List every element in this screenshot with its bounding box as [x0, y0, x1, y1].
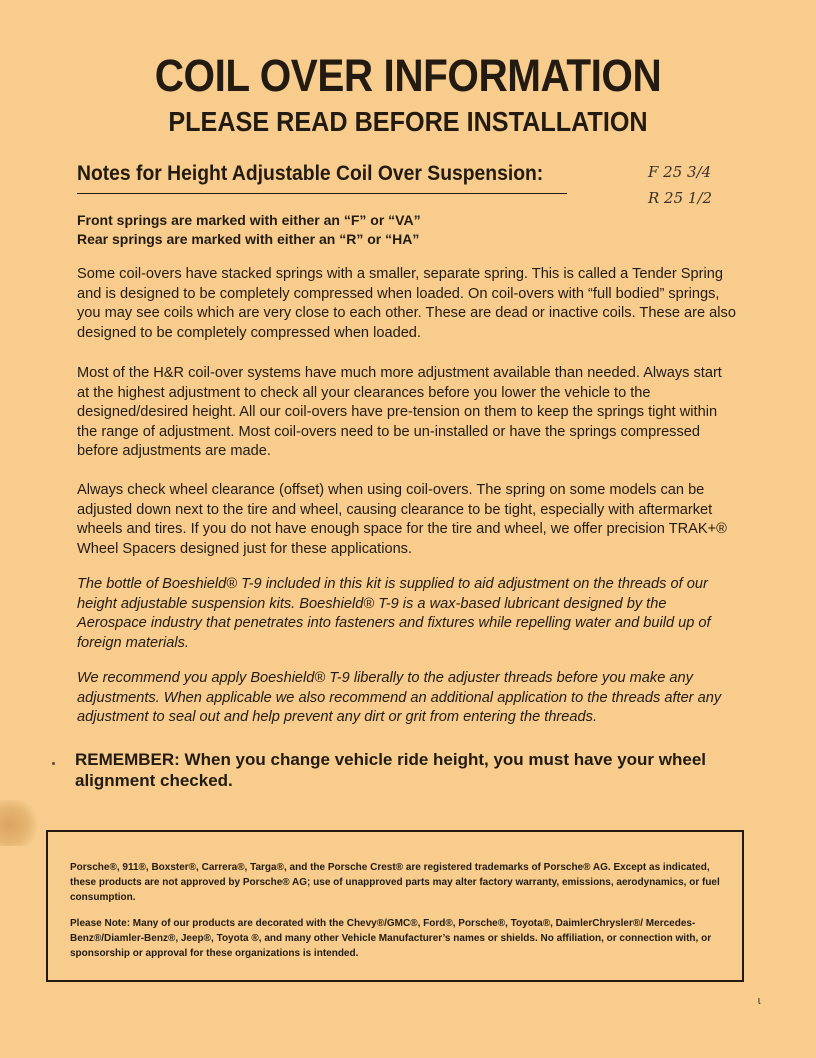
- heading-underline: [77, 193, 567, 194]
- corner-mark: ɩ: [758, 995, 761, 1007]
- recommendation-paragraph: We recommend you apply Boeshield® T-9 liberally to the adjuster threads before you make any adjustments. When applicable we also recommend an additional application to the threads after any adjustment to seal out and help prevent any dirt or grit from entering the threads.: [77, 670, 722, 726]
- tender-spring-paragraph: Some coil-overs have stacked springs with a smaller, separate spring. This is called a Tender Spring and is designed to be completely compressed when loaded. On coil-overs with “full bodied” springs, you may see coils which are very close to each other. These are dead or inactive coils. These are also designed to be completely compressed when loaded.: [77, 266, 736, 341]
- handwritten-rear-height: R 25 1/2: [648, 189, 713, 207]
- remember-notice: REMEMBER: When you change vehicle ride height, you must have your wheel alignment checked.: [75, 750, 707, 790]
- front-spring-mark: Front springs are marked with either an “F” or “VA”: [77, 212, 421, 228]
- paper-speck: [52, 762, 55, 765]
- section-heading: Notes for Height Adjustable Coil Over Suspension:: [77, 162, 544, 185]
- wheel-clearance-paragraph: Always check wheel clearance (offset) when using coil-overs. The spring on some models can be adjusted down next to the tire and wheel, causing clearance to be tight, especially with aftermarket wheels and tires. If you do not have enough space for the tire and wheel, we offer precision TRAK+® Wheel Spacers designed just for these applications.: [77, 482, 727, 557]
- page-subtitle: PLEASE READ BEFORE INSTALLATION: [168, 106, 648, 137]
- handwritten-front-height: F 25 3/4: [648, 163, 712, 181]
- manufacturer-disclaimer: Please Note: Many of our products are decorated with the Chevy®/GMC®, Ford®, Porsche®, Toyota®, DaimlerChrysler®/ Mercedes-Benz®/Diamler-Benz®, Jeep®, Toyota ®, and many other Vehicle Manufacturer’s names or shields. No affiliation, or connection with, or sponsorship or approval for these organizations is intended.: [70, 918, 712, 959]
- adjustment-paragraph: Most of the H&R coil-over systems have much more adjustment available than needed. Always start at the highest adjustment to check all your clearances before you lower the vehicle to the designed/desired height. All our coil-overs have pre-tension on them to keep the springs tight within the range of adjustment. Most coil-overs need to be un-installed or have the springs compressed before adjustments are made.: [77, 365, 722, 460]
- paper-stain: [0, 800, 42, 846]
- rear-spring-mark: Rear springs are marked with either an “R” or “HA”: [77, 231, 420, 247]
- porsche-trademark-notice: Porsche®, 911®, Boxster®, Carrera®, Targa®, and the Porsche Crest® are registered trademarks of Porsche® AG. Except as indicated, these products are not approved by Porsche® AG; use of unapproved parts may alter factory warranty, emissions, aerodynamics, or fuel consumption.: [70, 862, 720, 903]
- page-title: COIL OVER INFORMATION: [154, 50, 662, 101]
- boeshield-paragraph: The bottle of Boeshield® T-9 included in this kit is supplied to aid adjustment on the threads of our height adjustable suspension kits. Boeshield® T-9 is a wax-based lubricant designed by the Aerospace industry that penetrates into fasteners and fixtures while repelling water and build up of foreign materials.: [77, 576, 711, 651]
- spring-markings: [77, 211, 421, 249]
